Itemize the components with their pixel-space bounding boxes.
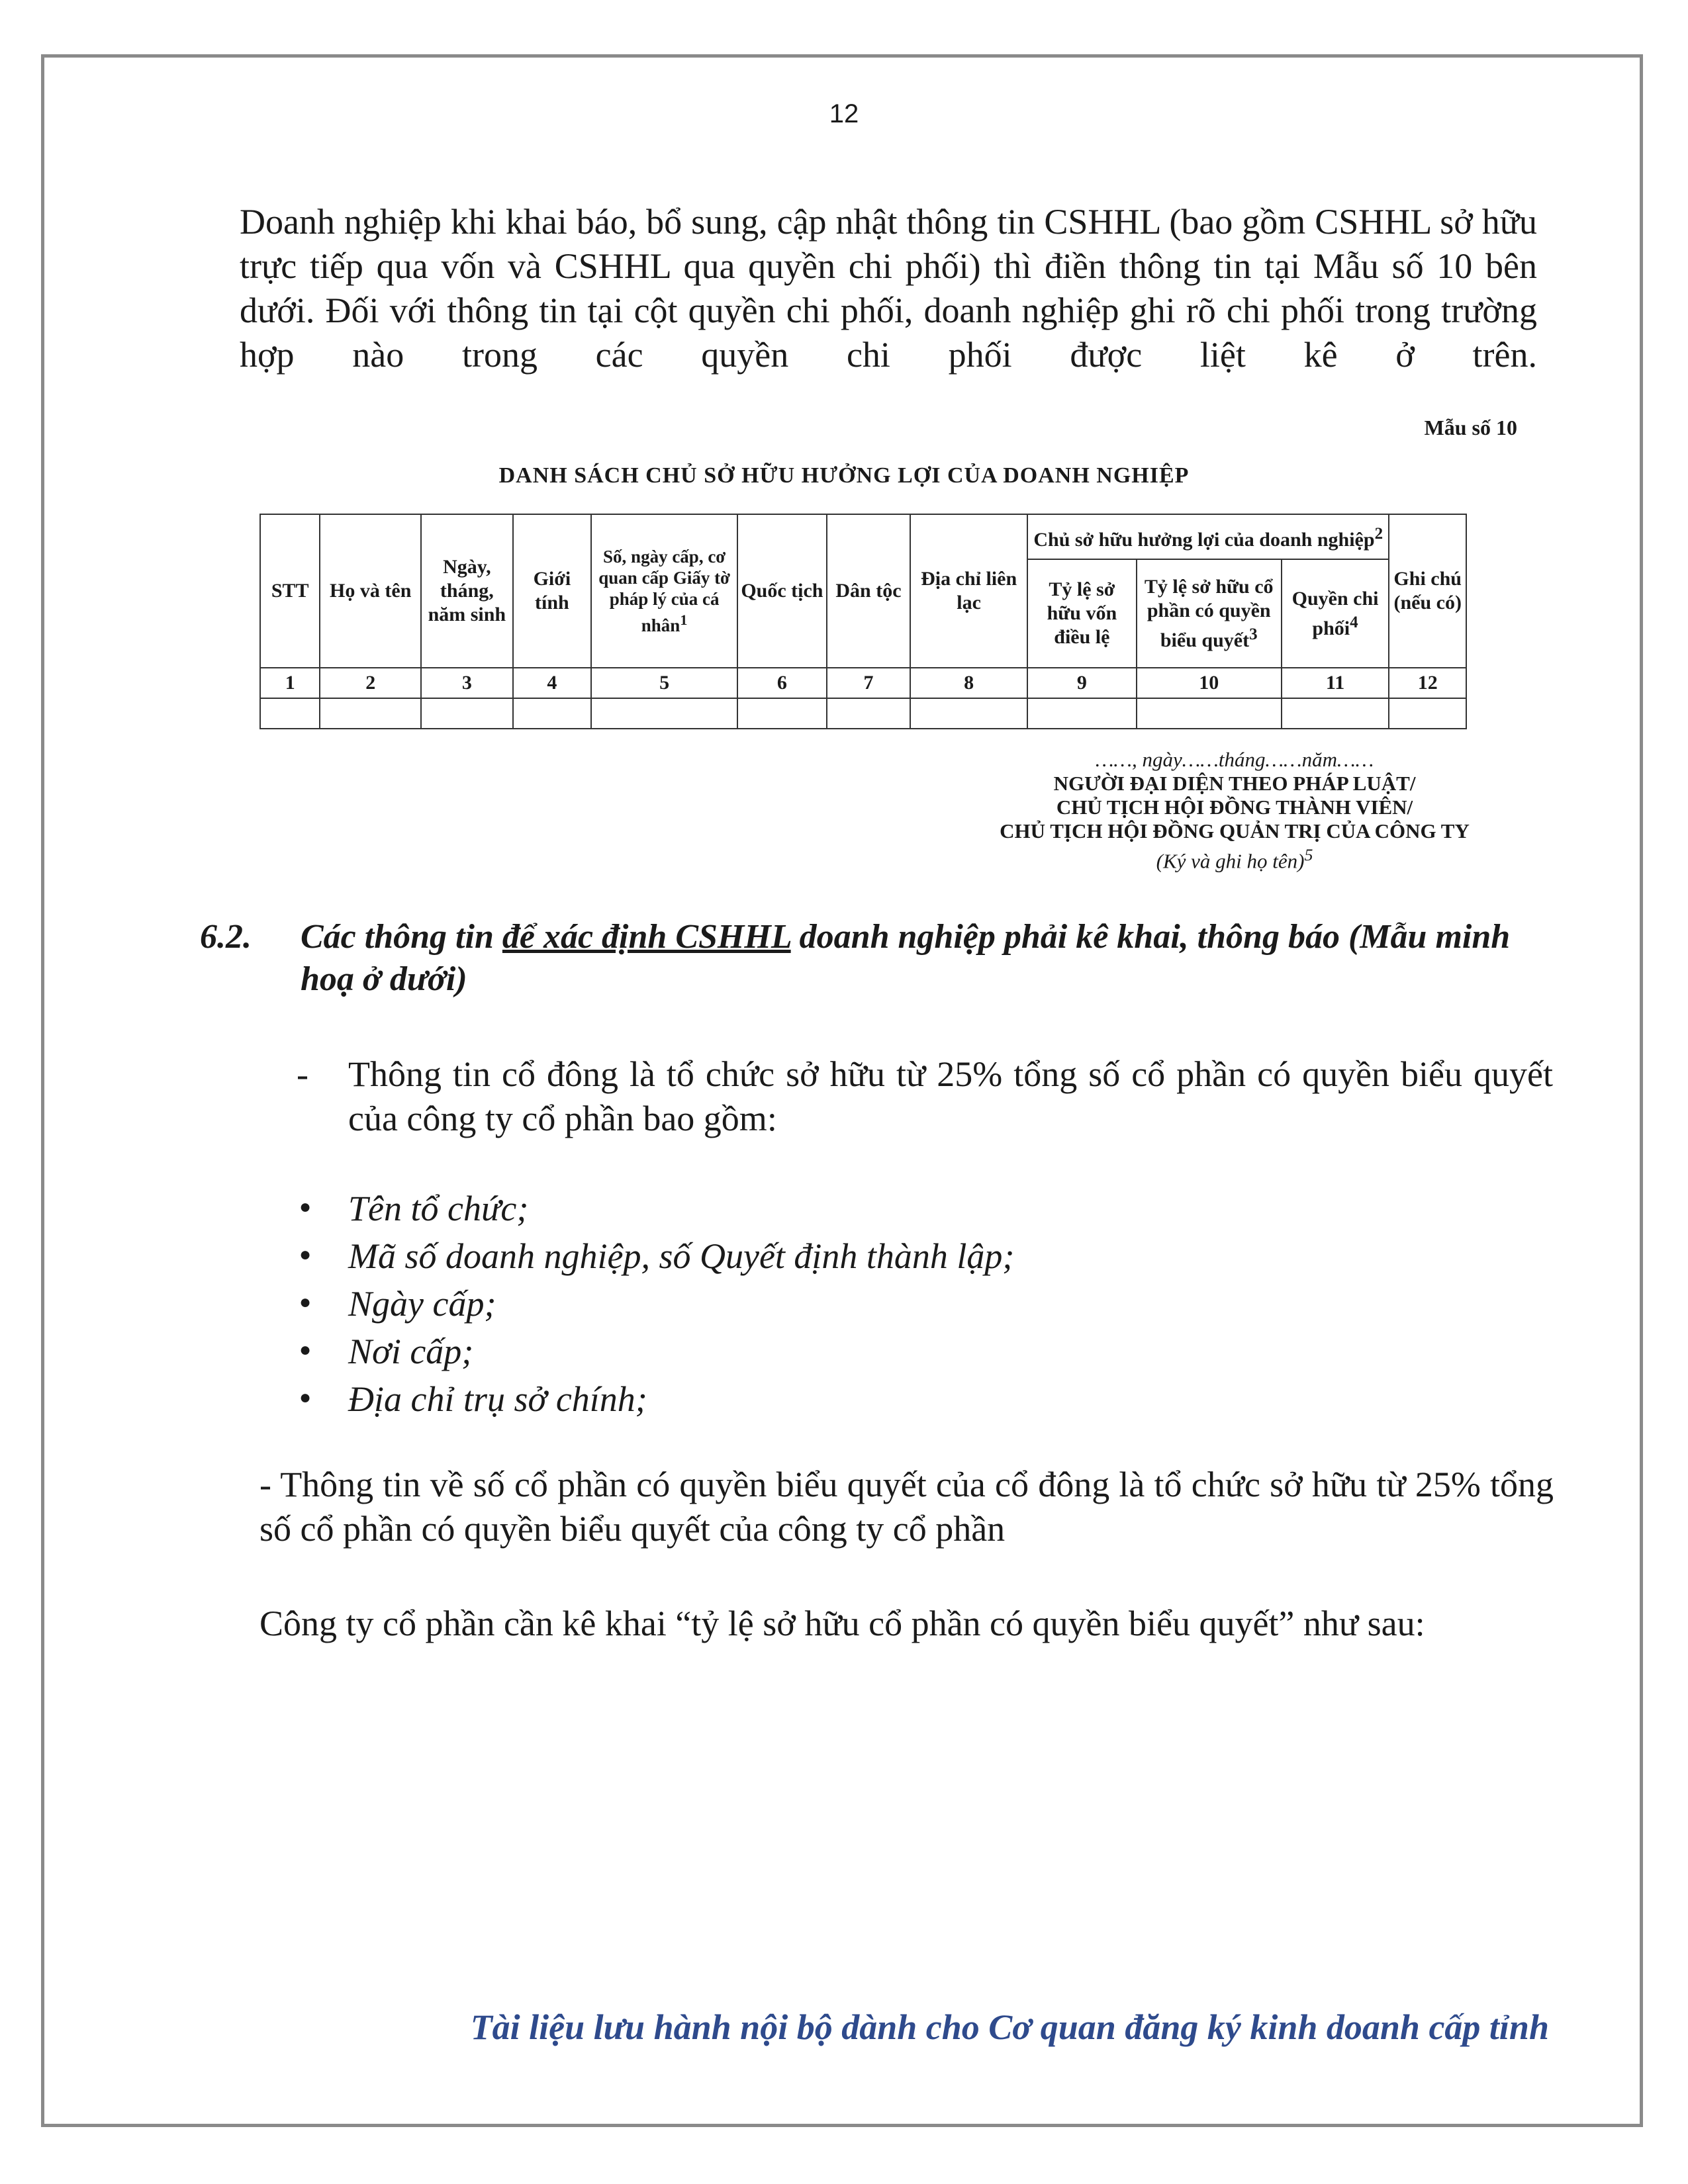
col-header-dob: Ngày, tháng, năm sinh [421,514,513,668]
signature-block [861,748,1609,873]
footnote-ref-2: 2 [1374,524,1383,543]
column-number: 10 [1137,668,1282,698]
table-header-row [260,514,1466,559]
column-number: 8 [910,668,1027,698]
list-item: ● Địa chỉ trụ sở chính; [297,1375,1014,1423]
col-header-ethnicity: Dân tộc [827,514,911,668]
column-number: 5 [591,668,737,698]
table-cell [513,698,592,729]
section-title [301,916,1558,1001]
column-number: 12 [1389,668,1466,698]
table-cell [421,698,513,729]
table-cell [737,698,827,729]
list-item: ● Nơi cấp; [297,1328,1014,1375]
footnote-ref-5: 5 [1304,845,1313,864]
page-number: 12 [829,99,859,128]
list-item: ● Tên tổ chức; [297,1185,1014,1232]
signature-role-2: CHỦ TỊCH HỘI ĐỒNG THÀNH VIÊN/ [1056,796,1413,819]
column-number-row [260,668,1466,698]
signature-note [861,843,1609,873]
col-header-address: Địa chỉ liên lạc [910,514,1027,668]
col-header-name: Họ và tên [320,514,421,668]
col-group-header-text: Chủ sở hữu hưởng lợi của doanh nghiệp [1033,528,1375,551]
section-title-post: doanh nghiệp phải kê khai, thông báo (Mẫu minh hoạ ở dưới) [301,918,1511,998]
footnote-ref-3: 3 [1249,625,1258,643]
col-header-voting-ratio-text: Tỷ lệ sở hữu cổ phần có quyền biểu quyết [1144,575,1274,651]
beneficial-owner-table [259,514,1467,729]
closing-paragraph: Công ty cổ phần cần kê khai “tỷ lệ sở hữu cổ phần có quyền biểu quyết” như sau: [259,1604,1425,1643]
column-number: 1 [260,668,320,698]
table-cell [591,698,737,729]
table-cell [260,698,320,729]
col-header-id-document [591,514,737,668]
col-header-id-document-text: Số, ngày cấp, cơ quan cấp Giấy tờ pháp lý của cá nhân [598,547,731,635]
signature-role-3: CHỦ TỊCH HỘI ĐỒNG QUẢN TRỊ CỦA CÔNG TY [1000,819,1470,842]
list-item: ● Mã số doanh nghiệp, số Quyết định thành lập; [297,1232,1014,1280]
table-cell [827,698,911,729]
column-number: 6 [737,668,827,698]
table-cell [1137,698,1282,729]
table-cell [910,698,1027,729]
form-title: DANH SÁCH CHỦ SỞ HỮU HƯỞNG LỢI CỦA DOANH NGHIỆP [498,463,1190,488]
intro-paragraph: Doanh nghiệp khi khai báo, bổ sung, cập nhật thông tin CSHHL (bao gồm CSHHL sở hữu trực tiếp qua vốn và CSHHL qua quyền chi phối) thì điền thông tin tại Mẫu số 10 bên dưới. Đối với thông tin tại cột quyền chi phối, doanh nghiệp ghi rõ chi phối trong trường hợp nào trong các quyền chi phối được liệt kê ở trên. [240,202,1537,375]
column-number: 2 [320,668,421,698]
empty-data-row [260,698,1466,729]
col-header-control [1282,559,1389,668]
col-group-header [1027,514,1389,559]
table-cell [1389,698,1466,729]
form-number: Mẫu số 10 [1424,416,1517,439]
signature-date-line: ……, ngày……tháng……năm…… [1095,748,1374,771]
column-number: 7 [827,668,911,698]
page-footer: Tài liệu lưu hành nội bộ dành cho Cơ quan đăng ký kinh doanh cấp tỉnh [470,2007,1549,2047]
dash-item-2: - Thông tin về số cổ phần có quyền biểu quyết của cổ đông là tổ chức sở hữu từ 25% tổng số cổ phần có quyền biểu quyết của công ty cổ phần [259,1465,1554,1549]
col-header-note: Ghi chú (nếu có) [1389,514,1466,668]
list-item: ● Ngày cấp; [297,1280,1014,1328]
column-number: 9 [1027,668,1137,698]
bullet-list [297,1185,1014,1423]
column-number: 4 [513,668,592,698]
column-number: 3 [421,668,513,698]
col-header-voting-ratio [1137,559,1282,668]
section-heading [200,916,1564,998]
table-cell [1027,698,1137,729]
footnote-ref-1: 1 [680,612,688,628]
table-cell [320,698,421,729]
col-header-capital-ratio: Tỷ lệ sở hữu vốn điều lệ [1027,559,1137,668]
footnote-ref-4: 4 [1350,613,1358,631]
section-title-pre: Các thông tin [301,918,502,956]
section-number: 6.2. [200,918,252,956]
col-header-gender: Giới tính [513,514,592,668]
col-header-stt: STT [260,514,320,668]
signature-role-1: NGƯỜI ĐẠI DIỆN THEO PHÁP LUẬT/ [1053,772,1416,795]
col-header-nationality: Quốc tịch [737,514,827,668]
col-header-control-text: Quyền chi phối [1291,587,1379,639]
table-cell [1282,698,1389,729]
dash-marker: - [297,1054,308,1094]
column-number: 11 [1282,668,1389,698]
dash-item-1-text: Thông tin cổ đông là tổ chức sở hữu từ 25% tổng số cổ phần có quyền biểu quyết của công ty cổ phần bao gồm: [348,1054,1553,1138]
signature-note-text: (Ký và ghi họ tên) [1156,849,1305,873]
section-title-underlined: để xác định CSHHL [502,918,791,956]
